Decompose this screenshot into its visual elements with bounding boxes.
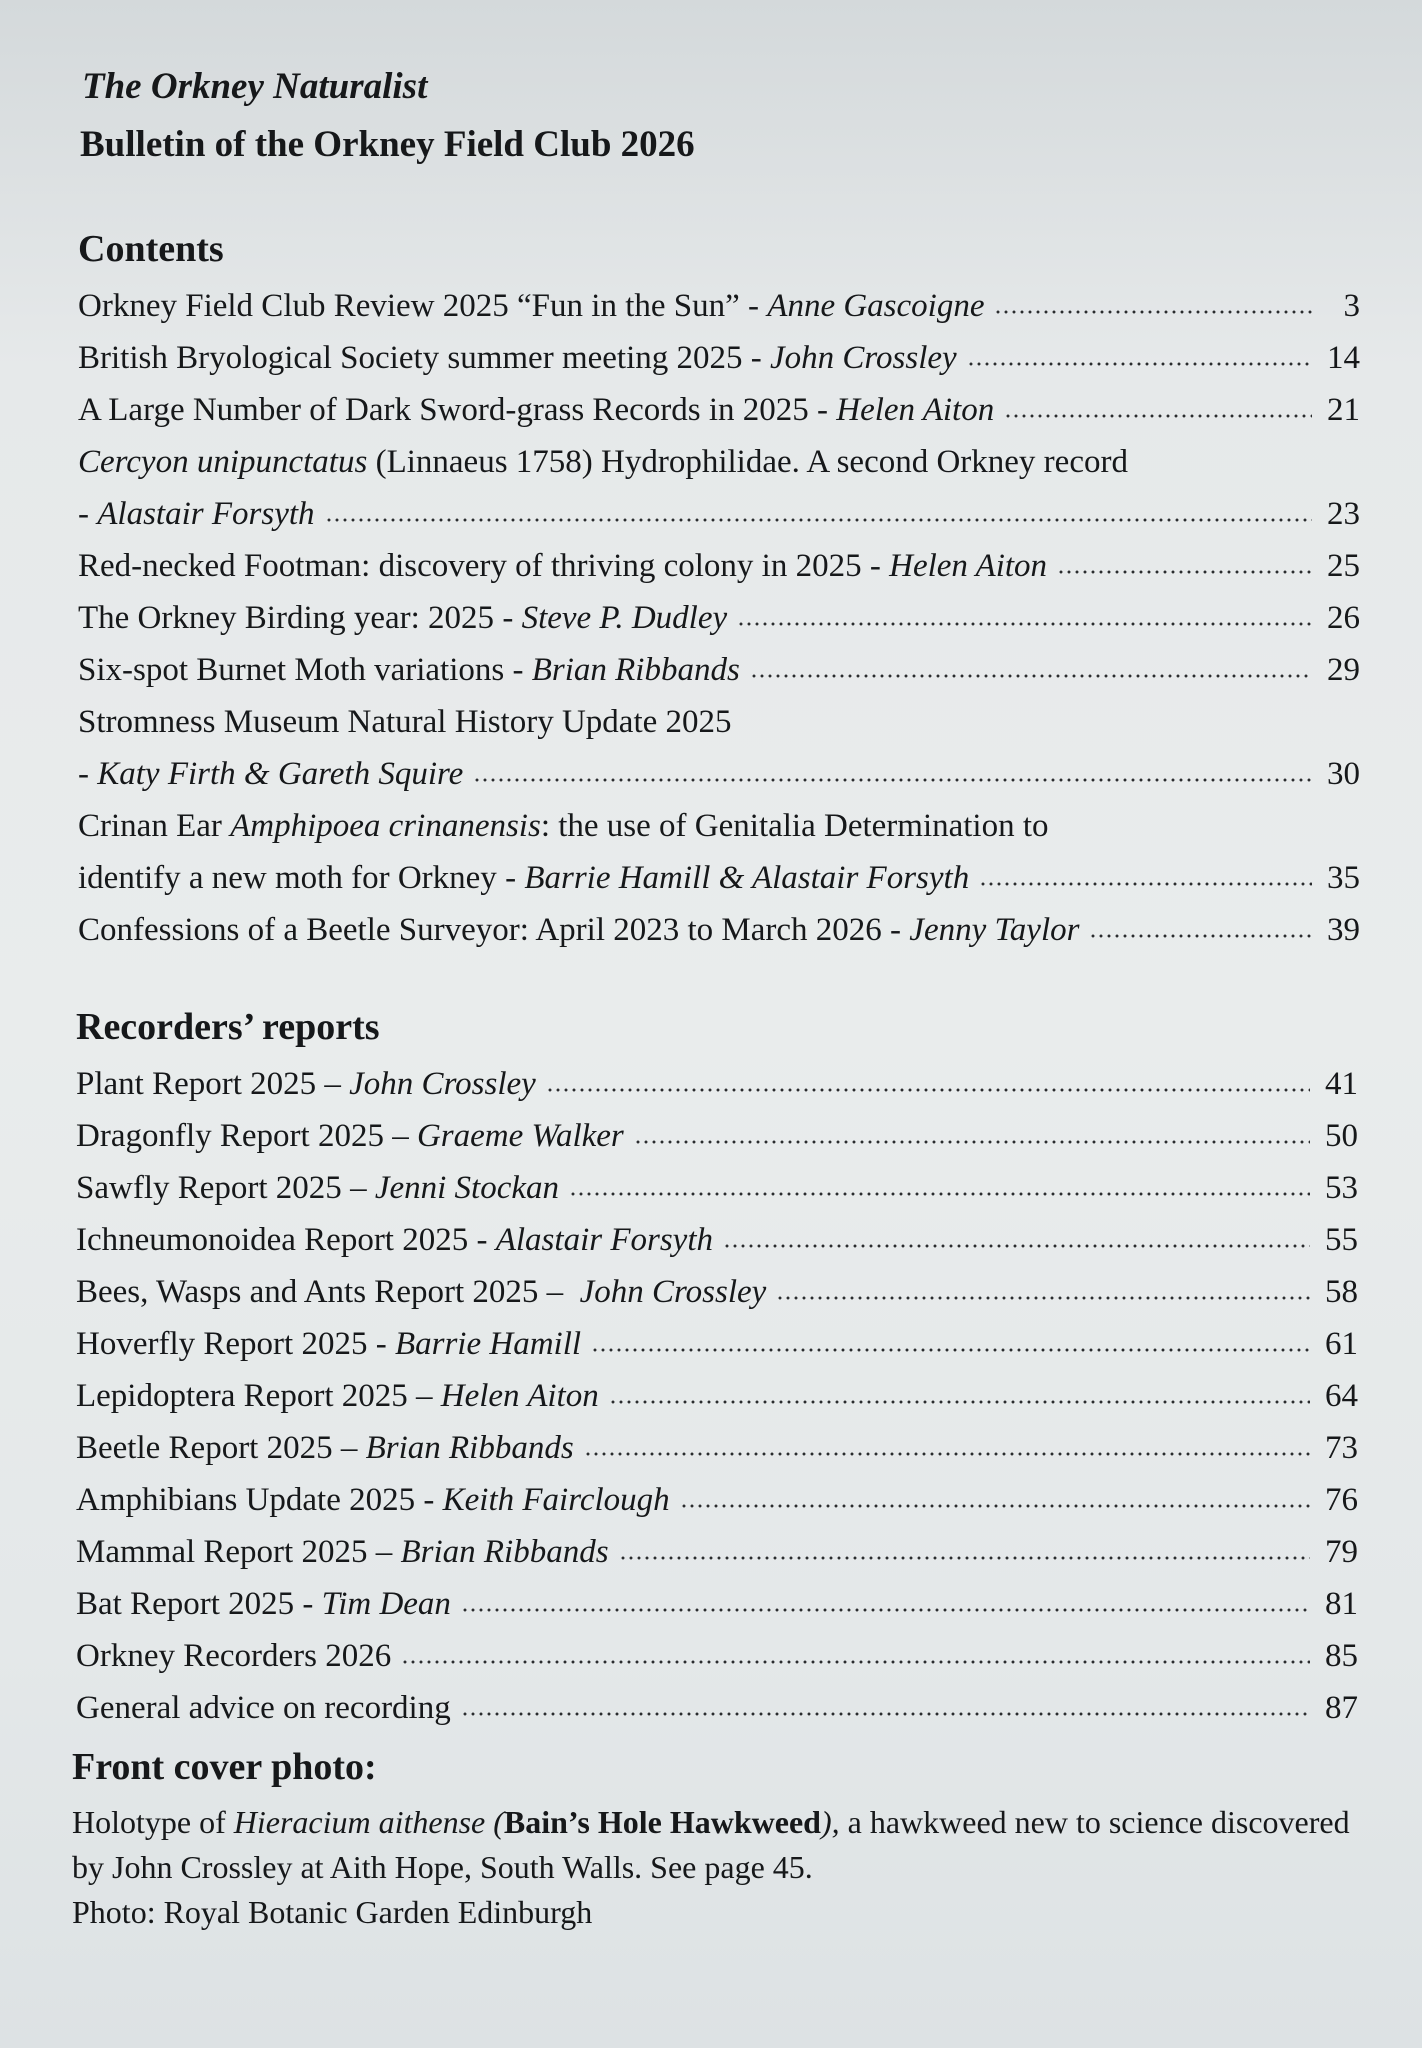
dot-leader <box>461 1712 1310 1716</box>
toc-entry-separator: - <box>78 756 98 792</box>
dot-leader <box>591 1348 1310 1352</box>
report-entry <box>76 1058 1358 1110</box>
dot-leader <box>401 1660 1310 1664</box>
report-entry-title: Lepidoptera Report 2025 <box>76 1378 408 1414</box>
dot-leader <box>776 1296 1310 1300</box>
toc-entry <box>78 280 1360 332</box>
toc-entry-title: : the use of Genitalia Determination to <box>540 808 1049 844</box>
species-name: Hieracium aithense <box>233 1804 486 1840</box>
toc-entry-author-line <box>78 748 1360 800</box>
dot-leader <box>750 674 1312 678</box>
toc-entry-page: 26 <box>1327 600 1360 636</box>
report-entry-title: Dragonfly Report 2025 <box>76 1118 384 1154</box>
report-entry-title: Bat Report 2025 <box>76 1586 295 1622</box>
report-entry-separator: - <box>367 1326 395 1362</box>
toc-entry-page: 35 <box>1327 860 1360 896</box>
dot-leader <box>1089 934 1312 938</box>
dot-leader <box>569 1192 1310 1196</box>
report-entry-page: 58 <box>1325 1274 1358 1310</box>
caption-text: a hawkweed new to science discovered by John Crossley at Aith Hope, South Walls. See page 45. <box>72 1804 1350 1885</box>
toc-entry-title: Red-necked Footman: discovery of thriving colony in 2025 <box>78 548 862 584</box>
toc-entry-author: Jenny Taylor <box>909 912 1080 948</box>
toc-entry <box>78 592 1360 644</box>
toc-entry-separator: - <box>78 496 98 532</box>
report-entry-page: 41 <box>1325 1066 1358 1102</box>
dot-leader <box>994 310 1312 314</box>
report-entry-page: 87 <box>1325 1690 1358 1726</box>
toc-entry <box>78 904 1360 956</box>
report-entry <box>76 1162 1358 1214</box>
toc-entry-author: Brian Ribbands <box>531 652 740 688</box>
report-entry-separator: – <box>538 1274 580 1310</box>
report-entry <box>76 1578 1358 1630</box>
report-entry-separator: – <box>316 1066 350 1102</box>
front-cover-heading: Front cover photo: <box>72 1746 377 1788</box>
report-entry <box>76 1526 1358 1578</box>
dot-leader <box>737 622 1312 626</box>
caption-text: Holotype of <box>72 1804 234 1840</box>
toc-entry-title: Six-spot Burnet Moth variations <box>78 652 505 688</box>
report-entry-page: 55 <box>1325 1222 1358 1258</box>
dot-leader <box>473 778 1312 782</box>
report-entry-author: Graeme Walker <box>416 1118 624 1154</box>
toc-entry-author: Anne Gascoigne <box>767 288 985 324</box>
report-entry-page: 76 <box>1325 1482 1358 1518</box>
report-entry-separator: - <box>415 1482 443 1518</box>
toc-entry-page: 30 <box>1327 756 1360 792</box>
dot-leader <box>967 362 1312 366</box>
report-entry-page: 64 <box>1325 1378 1358 1414</box>
dot-leader <box>584 1452 1310 1456</box>
dot-leader <box>619 1556 1310 1560</box>
toc-entry-title: A Large Number of Dark Sword-grass Records in 2025 <box>78 392 809 428</box>
toc-entry-author: Helen Aiton <box>889 548 1048 584</box>
report-entry-page: 79 <box>1325 1534 1358 1570</box>
dot-leader <box>325 518 1312 522</box>
report-entry <box>76 1110 1358 1162</box>
toc-entry-separator: - <box>504 652 532 688</box>
report-entry-title: Orkney Recorders 2026 <box>76 1638 392 1674</box>
contents-heading: Contents <box>78 228 224 270</box>
toc-entry-page: 21 <box>1327 392 1360 428</box>
toc-entry <box>78 332 1360 384</box>
report-entry <box>76 1370 1358 1422</box>
report-entry-page: 81 <box>1325 1586 1358 1622</box>
caption-paren-close: ), <box>820 1804 840 1840</box>
report-entry <box>76 1682 1358 1734</box>
report-entry-page: 73 <box>1325 1430 1358 1466</box>
report-entry-author: Tim Dean <box>321 1586 451 1622</box>
toc-entry-title: Orkney Field Club Review 2025 “Fun in the Sun” <box>78 288 740 324</box>
toc-entry-separator: - <box>808 392 837 428</box>
toc-entry <box>78 800 1360 904</box>
toc-entry-page: 25 <box>1327 548 1360 584</box>
caption-paren-open: ( <box>485 1804 504 1840</box>
recorders-heading: Recorders’ reports <box>76 1006 380 1048</box>
report-entry-author: John Crossley <box>579 1274 767 1310</box>
report-entry-title: General advice on recording <box>76 1690 451 1726</box>
dot-leader <box>546 1088 1310 1092</box>
toc-entry-separator: - <box>861 548 890 584</box>
report-entry-author: Helen Aiton <box>440 1378 599 1414</box>
report-entry-page: 50 <box>1325 1118 1358 1154</box>
report-entry-title: Ichneumonoidea Report 2025 <box>76 1222 469 1258</box>
dot-leader <box>461 1608 1310 1612</box>
toc-entry-title: The Orkney Birding year: 2025 <box>78 600 495 636</box>
report-entry-separator: - <box>468 1222 496 1258</box>
toc-entry <box>78 644 1360 696</box>
report-entry <box>76 1422 1358 1474</box>
front-cover-caption <box>72 1800 1362 1935</box>
toc-entry-title: (Linnaeus 1758) Hydrophilidae. A second Orkney record <box>367 444 1128 480</box>
species-name: Cercyon unipunctatus <box>78 444 368 480</box>
toc-entry-author-line <box>78 488 1360 540</box>
report-entry-author: Jenni Stockan <box>374 1170 559 1206</box>
report-entry-separator: – <box>341 1170 375 1206</box>
toc-entry-title: Crinan Ear <box>78 808 231 844</box>
species-name: Amphipoea crinanensis <box>230 808 541 844</box>
toc-entry <box>78 696 1360 800</box>
toc-entry-title: British Bryological Society summer meeting 2025 <box>78 340 743 376</box>
report-entry-author: John Crossley <box>349 1066 536 1102</box>
dot-leader <box>634 1140 1310 1144</box>
toc-entry-title: Confessions of a Beetle Surveyor: April 2023 to March 2026 <box>78 912 882 948</box>
report-entry-title: Sawfly Report 2025 <box>76 1170 342 1206</box>
dot-leader <box>680 1504 1310 1508</box>
report-entry-separator: – <box>407 1378 441 1414</box>
report-entry-title: Bees, Wasps and Ants Report 2025 <box>76 1274 539 1310</box>
toc-entry-separator: - <box>739 288 768 324</box>
report-entry-separator: - <box>294 1586 322 1622</box>
report-entry <box>76 1266 1358 1318</box>
bulletin-title: Bulletin of the Orkney Field Club 2026 <box>80 124 695 165</box>
report-entry-title: Amphibians Update 2025 <box>76 1482 416 1518</box>
recorders-list <box>76 1058 1358 1734</box>
toc-entry <box>78 436 1360 540</box>
toc-entry-separator: - <box>881 912 910 948</box>
report-entry <box>76 1474 1358 1526</box>
report-entry-author: Alastair Forsyth <box>495 1222 713 1258</box>
dot-leader <box>1004 414 1312 418</box>
report-entry-page: 85 <box>1325 1638 1358 1674</box>
toc-entry-author: Steve P. Dudley <box>521 600 728 636</box>
report-entry-title: Hoverfly Report 2025 <box>76 1326 368 1362</box>
dot-leader <box>723 1244 1310 1248</box>
report-entry <box>76 1214 1358 1266</box>
report-entry-title: Plant Report 2025 <box>76 1066 317 1102</box>
report-entry-author: Barrie Hamill <box>394 1326 582 1362</box>
report-entry-separator: – <box>383 1118 417 1154</box>
toc-entry-title-line <box>78 436 1360 488</box>
dot-leader <box>979 882 1312 886</box>
toc-entry-separator: - <box>494 600 522 636</box>
report-entry-title: Mammal Report 2025 <box>76 1534 368 1570</box>
report-entry-author: Brian Ribbands <box>365 1430 574 1466</box>
toc-entry <box>78 540 1360 592</box>
report-entry-separator: – <box>367 1534 401 1570</box>
report-entry-title: Beetle Report 2025 <box>76 1430 333 1466</box>
report-entry-page: 61 <box>1325 1326 1358 1362</box>
toc-entry-author-line <box>78 852 1360 904</box>
report-entry-separator: – <box>332 1430 366 1466</box>
toc-entry-page: 23 <box>1327 496 1360 532</box>
toc-entry-page: 39 <box>1327 912 1360 948</box>
contents-list <box>72 280 1360 956</box>
toc-entry-author: Barrie Hamill & Alastair Forsyth <box>524 860 970 896</box>
report-entry-page: 53 <box>1325 1170 1358 1206</box>
toc-entry-author: Katy Firth & Gareth Squire <box>97 756 464 792</box>
photo-credit: Photo: Royal Botanic Garden Edinburgh <box>72 1894 593 1930</box>
toc-entry-page: 14 <box>1327 340 1360 376</box>
toc-entry-title-line <box>78 800 1360 852</box>
report-entry <box>76 1630 1358 1682</box>
common-name: Bain’s Hole Hawkweed <box>503 1804 821 1840</box>
toc-entry-author: Alastair Forsyth <box>97 496 315 532</box>
report-entry-author: Keith Fairclough <box>442 1482 670 1518</box>
toc-entry-author: Helen Aiton <box>836 392 995 428</box>
toc-entry-title: identify a new moth for Orkney <box>78 860 497 896</box>
toc-entry-separator: - <box>496 860 525 896</box>
journal-title: The Orkney Naturalist <box>82 66 428 107</box>
toc-entry-separator: - <box>742 340 770 376</box>
dot-leader <box>1057 570 1312 574</box>
toc-entry-author: John Crossley <box>770 340 957 376</box>
dot-leader <box>609 1400 1310 1404</box>
toc-entry <box>78 384 1360 436</box>
toc-entry-title: Stromness Museum Natural History Update 2025 <box>78 704 732 740</box>
toc-entry-page: 29 <box>1327 652 1360 688</box>
report-entry-author: Brian Ribbands <box>400 1534 609 1570</box>
toc-entry-page: 3 <box>1343 288 1360 324</box>
report-entry <box>76 1318 1358 1370</box>
